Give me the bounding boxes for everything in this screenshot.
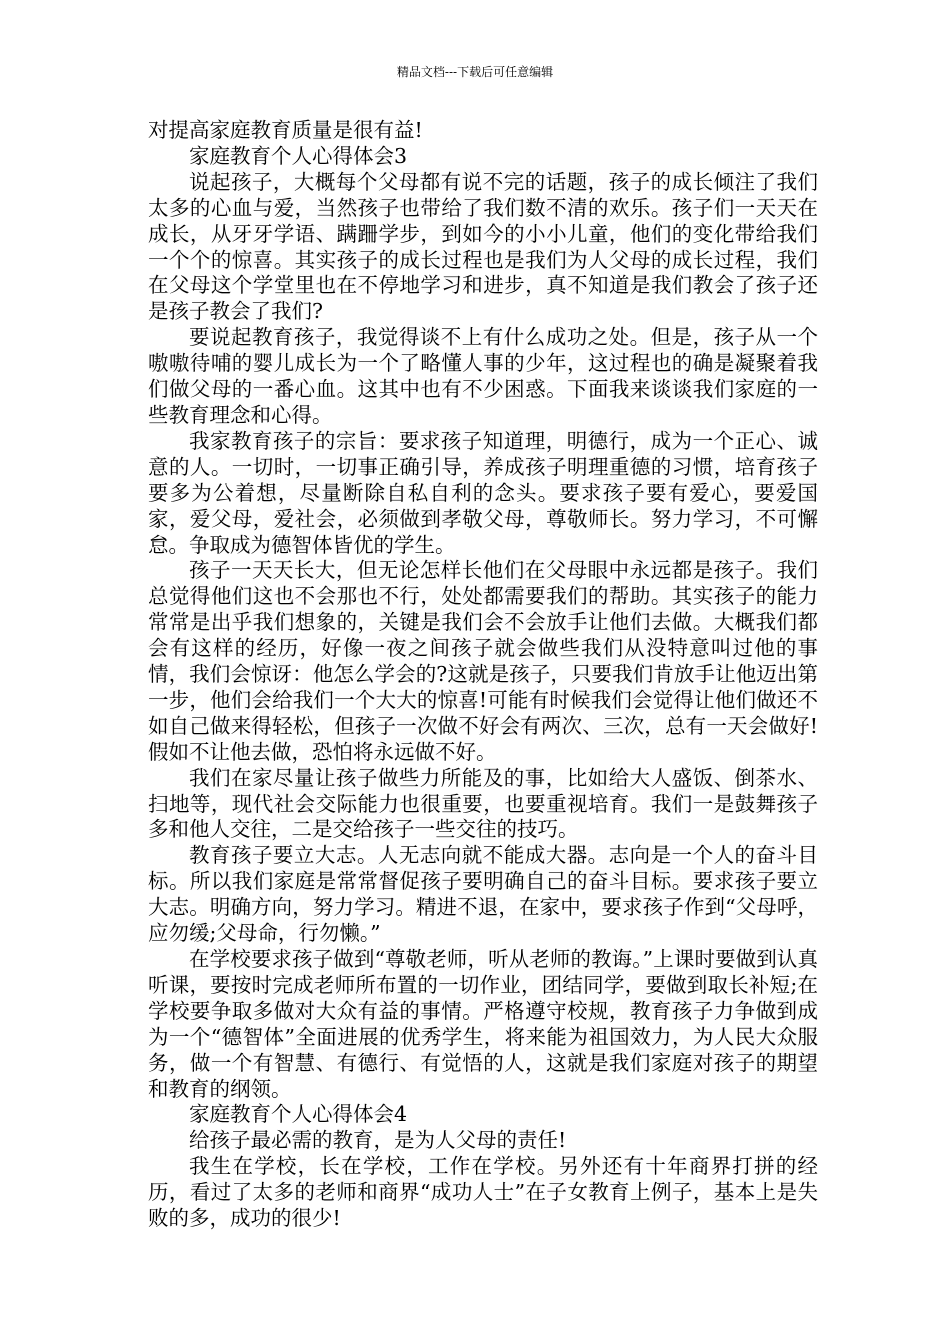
paragraph: 在学校要求孩子做到“尊敬老师，听从老师的教诲。”上课时要做到认真听课，要按时完成老师所布置的一切作业，团结同学，要做到取长补短;在学校要争取多做对大众有益的事情。严格遵守校规，教育孩子力争做到成为一个“德智体”全面进展的优秀学生，将来能为祖国效力，为人民大众服务，做一个有智慧、有德行、有觉悟的人，这就是我们家庭对孩子的期望和教育的纲领。 bbox=[148, 947, 818, 1101]
paragraph: 我生在学校，长在学校，工作在学校。另外还有十年商界打拼的经历，看过了太多的老师和商界“成功人士”在子女教育上例子，基本上是失败的多，成功的很少! bbox=[148, 1154, 818, 1231]
section-heading-4: 家庭教育个人心得体会4 bbox=[189, 1102, 408, 1127]
page-header: 精品文档---下载后可任意编辑 bbox=[396, 65, 554, 79]
section-heading-3: 家庭教育个人心得体会3 bbox=[189, 143, 408, 168]
document-body bbox=[148, 118, 818, 1232]
paragraph: 给孩子最必需的教育，是为人父母的责任! bbox=[189, 1128, 567, 1153]
paragraph: 教育孩子要立大志。人无志向就不能成大器。志向是一个人的奋斗目标。所以我们家庭是常常督促孩子要明确自己的奋斗目标。要求孩子要立大志。明确方向，努力学习。精进不退，在家中，要求孩子作到“父母呼，应勿缓;父母命，行勿懒。” bbox=[148, 843, 818, 946]
paragraph: 说起孩子，大概每个父母都有说不完的话题，孩子的成长倾注了我们太多的心血与爱，当然孩子也带给了我们数不清的欢乐。孩子们一天天在成长，从牙牙学语、蹒跚学步，到如今的小小儿童，他们的变化带给我们一个个的惊喜。其实孩子的成长过程也是我们为人父母的成长过程，我们在父母这个学堂里也在不停地学习和进步，真不知道是我们教会了孩子还是孩子教会了我们? bbox=[148, 169, 818, 324]
paragraph: 要说起教育孩子，我觉得谈不上有什么成功之处。但是，孩子从一个嗷嗷待哺的婴儿成长为一个了略懂人事的少年，这过程也的确是凝聚着我们做父母的一番心血。这其中也有不少困惑。下面我来谈谈我们家庭的一些教育理念和心得。 bbox=[148, 325, 818, 427]
paragraph: 我们在家尽量让孩子做些力所能及的事，比如给大人盛饭、倒茶水、扫地等，现代社会交际能力也很重要，也要重视培育。我们一是鼓舞孩子多和他人交往，二是交给孩子一些交往的技巧。 bbox=[148, 765, 818, 842]
paragraph: 孩子一天天长大，但无论怎样长他们在父母眼中永远都是孩子。我们总觉得他们这也不会那也不行，处处都需要我们的帮助。其实孩子的能力常常是出乎我们想象的，关键是我们会不会放手让他们去做。大概我们都会有这样的经历，好像一夜之间孩子就会做些我们从没特意叫过他的事情，我们会惊讶：他怎么学会的?这就是孩子，只要我们肯放手让他迈出第一步，他们会给我们一个大大的惊喜!可能有时候我们会觉得让他们做还不如自己做来得轻松，但孩子一次做不好会有两次、三次，总有一天会做好!假如不让他去做，恐怕将永远做不好。 bbox=[148, 558, 818, 764]
paragraph: 我家教育孩子的宗旨：要求孩子知道理，明德行，成为一个正心、诚意的人。一切时，一切事正确引导，养成孩子明理重德的习惯，培育孩子要多为公着想，尽量断除自私自利的念头。要求孩子要有爱心，要爱国家，爱父母，爱社会，必须做到孝敬父母，尊敬师长。努力学习，不可懈怠。争取成为德智体皆优的学生。 bbox=[148, 428, 818, 557]
paragraph-continuation: 对提高家庭教育质量是很有益! bbox=[148, 118, 423, 142]
